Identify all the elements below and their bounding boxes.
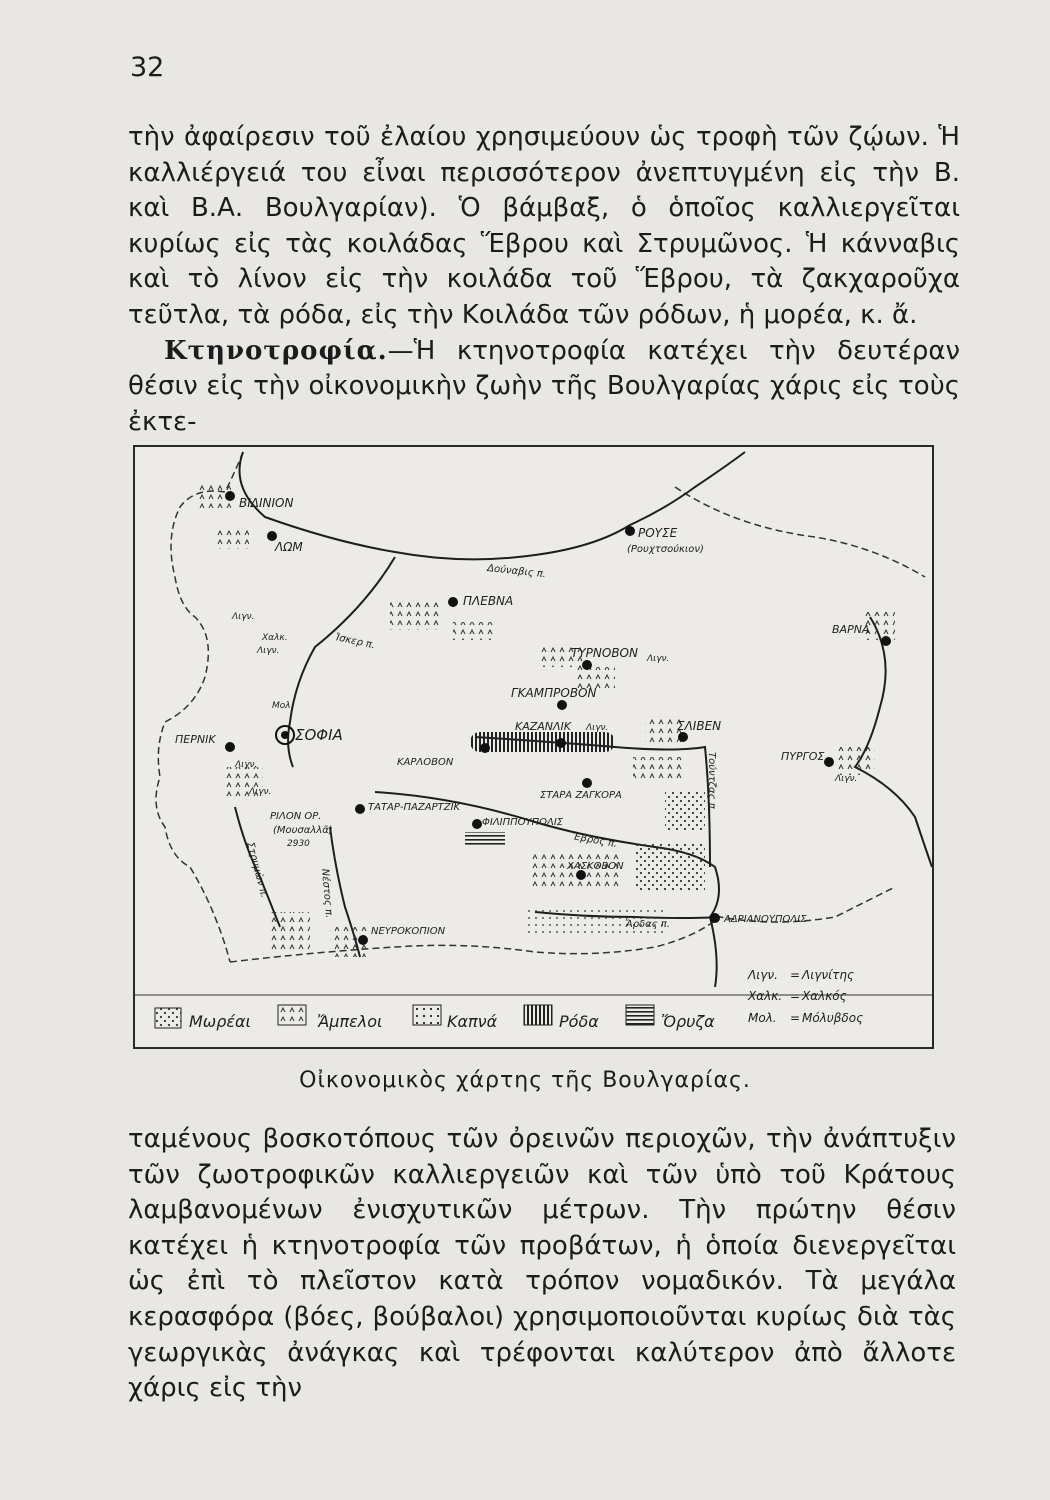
label-tountzas: Τούντζας π.: [706, 752, 717, 812]
legend-oryza: Ὄρυζα: [661, 1012, 715, 1031]
label-strymon: Στρυμὼν π.: [244, 840, 270, 900]
section-heading: Κτηνοτροφία.: [164, 335, 388, 366]
label-ardas: Ἄρδας π.: [625, 919, 670, 930]
abbr-chalk-meaning: Χαλκός: [802, 989, 847, 1003]
mineral-lign-4: Λιγν.: [586, 723, 609, 733]
mineral-lign-3: Λιγν.: [647, 654, 670, 664]
label-filippoupolis: ΦΙΛΙΠΠΟΥΠΟΛΙΣ: [482, 817, 564, 828]
mineral-mol: Μολ.: [272, 701, 294, 711]
label-varna: ΒΑΡΝΑ: [832, 623, 870, 636]
paragraph-top: [128, 120, 960, 440]
roses-area: [470, 732, 615, 752]
label-sliven: ΣΛΙΒΕΝ: [677, 719, 722, 733]
label-iskar: Ἰσκερ π.: [334, 632, 376, 652]
label-vidinion: ΒΙΔΙΝΙΟΝ: [239, 496, 294, 510]
label-evros: Ἕβρος π.: [570, 831, 619, 851]
mineral-lign-7: Λιγν.: [835, 774, 858, 784]
label-danube: Δούναβις π.: [486, 563, 547, 581]
legend-roda: Ρόδα: [559, 1012, 599, 1031]
abbr-mol-meaning: Μόλυβδος: [802, 1011, 864, 1025]
svg-text:=: =: [790, 968, 801, 982]
paragraph-bottom: ταμένους βοσκοτόπους τῶν ὀρεινῶν περιοχῶν, τὴν ἀνάπτυξιν τῶν ζωοτροφικῶν καλλιεργειῶν καὶ τῶν ὑπὸ τοῦ Κράτους λαμβανομένων ἐνισχυτικῶν μέτρων. Τὴν πρώτην θέσιν κατέχει ἡ κτηνοτροφία τῶν προβάτων, ἡ ὁποία διενεργεῖται ὡς ἐπὶ τὸ πλεῖστον κατὰ τρόπον νομαδικόν. Τὰ μεγάλα κερασφόρα (βόες, βούβαλοι) χρησιμοποιοῦνται κυρίως διὰ τὰς γεωργικὰς ἀνάγκας καὶ τρέφονται καλύτερον ἀπὸ ἄλλοτε χάρις εἰς τὴν: [128, 1124, 956, 1404]
label-rilon: ΡΙΛΟΝ ΟΡ.: [270, 811, 322, 822]
legend-ampeloi: Ἄμπελοι: [317, 1012, 383, 1031]
legend-moreai: Μωρέαι: [189, 1012, 251, 1031]
label-chaskovon: ΧΑΣΚΟΒΟΝ: [567, 861, 624, 872]
abbr-mol: Μολ.: [748, 1011, 777, 1025]
abbr-lign-meaning: Λιγνίτης: [802, 968, 855, 982]
label-plevna: ΠΛΕΒΝΑ: [463, 594, 514, 608]
label-tatar-pazartzik: ΤΑΤΑΡ-ΠΑΖΑΡΤΖΙΚ: [368, 802, 461, 813]
label-karlovon: ΚΑΡΛΟΒΟΝ: [397, 757, 454, 768]
black-sea-coast: [855, 617, 932, 867]
label-adrianoupolis: ΑΔΡΙΑΝΟΥΠΟΛΙΣ: [724, 914, 807, 925]
label-kazanlik: ΚΑΖΑΝΛΙΚ: [515, 720, 572, 733]
label-mousalla: (Μουσαλλᾶ): [273, 825, 333, 836]
legend-kapna: Καπνά: [447, 1012, 498, 1031]
label-mousalla-height: 2930: [287, 839, 310, 849]
label-tyrnovon: ΤΥΡΝΟΒΟΝ: [571, 646, 638, 660]
mineral-lign-5: Λιγν.: [235, 760, 258, 770]
map-legend: [135, 968, 932, 1031]
svg-text:=: =: [790, 1011, 801, 1025]
abbr-chalk: Χαλκ.: [748, 989, 783, 1003]
page-number: 32: [130, 52, 165, 83]
abbr-lign: Λιγν.: [748, 968, 778, 982]
paragraph-top-continuation: —Ἡ κτηνοτροφία κατέχει τὴν δευτέραν θέσιν εἰς τὴν οἰκονομικὴν ζωὴν τῆς Βουλγαρίας χάρις εἰς τοὺς ἐκτε-: [128, 335, 960, 437]
label-pernik: ΠΕΡΝΙΚ: [175, 733, 216, 746]
rice-area: [465, 832, 505, 846]
rivers: [235, 452, 932, 987]
label-nestos: Νέστος π.: [319, 868, 335, 919]
mineral-chalk: Χαλκ.: [262, 633, 288, 643]
label-gkamprovon: ΓΚΑΜΠΡΟΒΟΝ: [511, 686, 597, 700]
mineral-lign-6: Λιγν.: [249, 787, 272, 797]
mineral-lign-1: Λιγν.: [232, 612, 255, 622]
label-sofia: ΣΟΦΙΑ: [295, 726, 343, 744]
paragraph-top-text: τὴν ἀφαίρεσιν τοῦ ἐλαίου χρησιμεύουν ὡς τροφὴ τῶν ζῴων. Ἡ καλλιέργειά του εἶναι περισσότερον ἀνεπτυγμένη εἰς τὴν Β. καὶ Β.Α. Βουλγαρίαν). Ὁ βάμβαξ, ὁ ὁποῖος καλλιεργεῖται κυρίως εἰς τὰς κοιλάδας Ἕβρου καὶ Στρυμῶνος. Ἡ κάνναβις καὶ τὸ λίνον εἰς τὴν κοιλάδα τοῦ Ἕβρου, τὰ ζακχαροῦχα τεῦτλα, τὰ ρόδα, εἰς τὴν Κοιλάδα τῶν ρόδων, ἡ μορέα, κ. ἄ.: [128, 122, 960, 330]
label-rouse: ΡΟΥΣΕ: [638, 526, 678, 540]
economic-map: [133, 445, 934, 1049]
label-nevrokopion: ΝΕΥΡΟΚΟΠΙΟΝ: [371, 926, 446, 937]
map-caption: Οἰκονομικὸς χάρτης τῆς Βουλγαρίας.: [299, 1068, 751, 1093]
label-stara-zagora: ΣΤΑΡΑ ΖΑΓΚΟΡΑ: [540, 790, 622, 801]
svg-text:=: =: [790, 989, 801, 1003]
label-lom: ΛΩΜ: [275, 540, 303, 554]
label-rouse-alt: (Ρουχτσούκιον): [627, 544, 704, 555]
label-pyrgos: ΠΥΡΓΟΣ: [781, 750, 825, 763]
mineral-lign-2: Λιγν.: [257, 646, 280, 656]
